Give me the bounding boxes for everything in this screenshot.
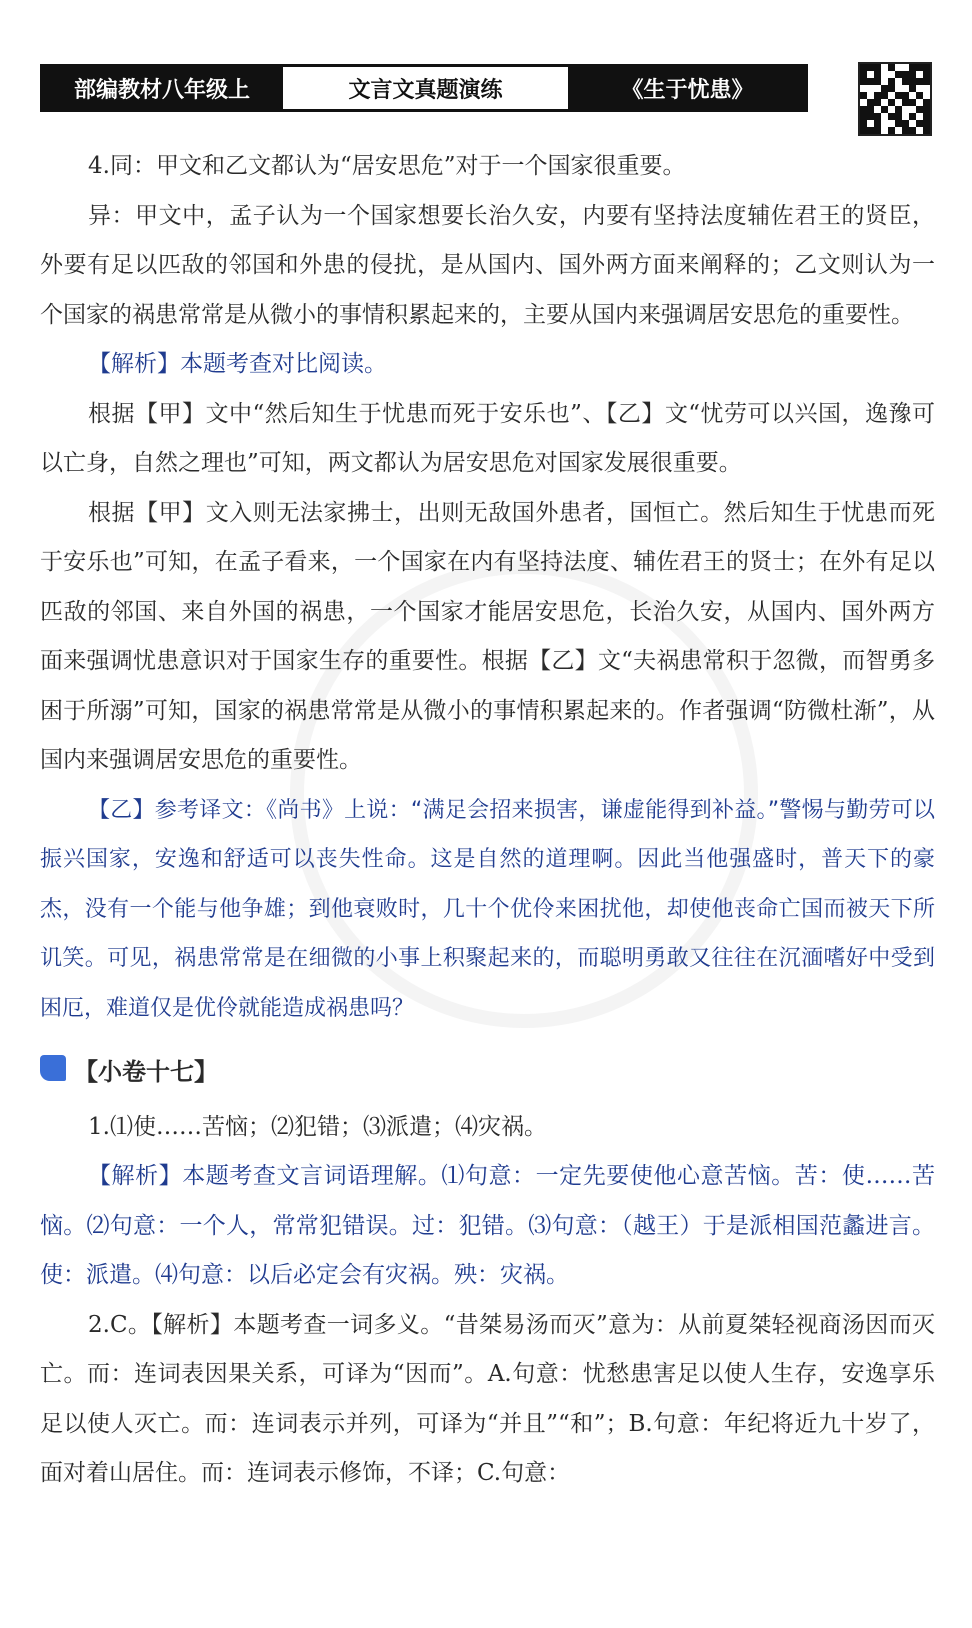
header-lesson-title: 《生于忧患》: [569, 66, 806, 110]
answer-4-different: 异：甲文中，孟子认为一个国家想要长治久安，内要有坚持法度辅佐君王的贤臣，外要有足以匹敌的邻国和外患的侵扰，是从国内、国外两方面来阐释的；乙文则认为一个国家的祸患常常是从微小的事情积累起来的，主要从国内来强调居安思危的重要性。: [40, 202, 935, 328]
analysis-paragraph-2: 根据【甲】文入则无法家拂士，出则无敌国外患者，国恒亡。然后知生于忧患而死于安乐也”可知，在孟子看来，一个国家在内有坚持法度、辅佐君王的贤士；在外有足以匹敌的邻国、来自外国的祸患，一个国家才能居安思危，长治久安，从国内、国外两方面来强调忧患意识对于国家生存的重要性。根据【乙】文“夫祸患常积于忽微，而智勇多困于所溺”可知，国家的祸患常常是从微小的事情积累起来的。作者强调“防微杜渐”，从国内来强调居安思危的重要性。: [40, 499, 935, 773]
reference-translation: 【乙】参考译文：《尚书》上说：“满足会招来损害，谦虚能得到补益。”警惕与勤劳可以振兴国家，安逸和舒适可以丧失性命。这是自然的道理啊。因此当他强盛时，普天下的豪杰，没有一个能与他争雄；到他衰败时，几十个优伶来困扰他，却使他丧命亡国而被天下所讥笑。可见，祸患常常是在细微的小事上积聚起来的，而聪明勇敢又往往在沉湎嗜好中受到困厄，难道仅是优伶就能造成祸患吗？: [40, 797, 935, 1021]
header-section-label: 文言文真题演练: [282, 66, 569, 110]
main-content: [40, 142, 935, 1499]
analysis-label: 【解析】本题考查对比阅读。: [88, 351, 387, 377]
answer-1: 1.⑴使……苦恼；⑵犯错；⑶派遣；⑷灾祸。: [88, 1113, 547, 1140]
section-heading: [40, 1047, 935, 1097]
section-title: 【小卷十七】: [74, 1057, 218, 1086]
analysis-paragraph-1: 根据【甲】文中“然后知生于忧患而死于安乐也”、【乙】文“忧劳可以兴国，逸豫可以亡身，自然之理也”可知，两文都认为居安思危对国家发展很重要。: [40, 400, 935, 476]
answer-2: 2.C。【解析】本题考查一词多义。“昔桀易汤而灭”意为：从前夏桀轻视商汤因而灭亡。而：连词表因果关系，可译为“因而”。A.句意：忧愁患害足以使人生存，安逸享乐足以使人灭亡。而：连词表示并列，可译为“并且”“和”；B.句意：年纪将近九十岁了，面对着山居住。而：连词表示修饰，不译；C.句意：: [40, 1311, 935, 1486]
answer-1-analysis: 【解析】本题考查文言词语理解。⑴句意：一定先要使他心意苦恼。苦：使……苦恼。⑵句意：一个人，常常犯错误。过：犯错。⑶句意：（越王）于是派相国范蠡进言。使：派遣。⑷句意：以后必定会有灾祸。殃：灾祸。: [40, 1163, 935, 1288]
answer-4-same: 4.同：甲文和乙文都认为“居安思危”对于一个国家很重要。: [88, 153, 686, 179]
page-header: [40, 64, 808, 112]
qr-code-icon: [858, 62, 932, 136]
header-textbook-label: 部编教材八年级上: [42, 66, 282, 110]
bookmark-icon: [40, 1055, 66, 1081]
